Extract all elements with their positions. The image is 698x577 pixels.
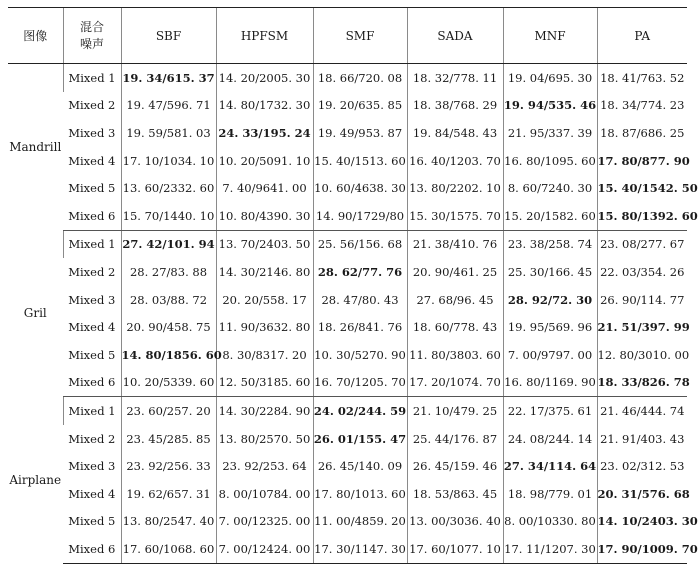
- psnr-mse-cell: 18. 32/778. 11: [407, 64, 503, 92]
- psnr-mse-cell: 17. 80/1013. 60: [313, 480, 407, 508]
- psnr-mse-cell: 8. 60/7240. 30: [503, 174, 597, 202]
- psnr-mse-cell: 23. 92/253. 64: [216, 452, 313, 480]
- psnr-mse-cell: 28. 62/77. 76: [313, 258, 407, 286]
- header-row: [8, 8, 687, 64]
- psnr-mse-cell: 7. 00/9797. 00: [503, 341, 597, 369]
- noise-level-cell: Mixed 6: [63, 369, 121, 397]
- psnr-mse-cell: 25. 30/166. 45: [503, 258, 597, 286]
- table-row: [8, 174, 687, 202]
- table-row: [8, 147, 687, 175]
- psnr-mse-cell: 14. 80/1732. 30: [216, 92, 313, 120]
- psnr-mse-cell: 21. 91/403. 43: [597, 425, 687, 453]
- psnr-mse-cell: 19. 84/548. 43: [407, 119, 503, 147]
- psnr-mse-cell: 18. 60/778. 43: [407, 313, 503, 341]
- psnr-mse-cell: 10. 20/5091. 10: [216, 147, 313, 175]
- psnr-mse-cell: 23. 92/256. 33: [121, 452, 216, 480]
- psnr-mse-cell: 17. 20/1074. 70: [407, 369, 503, 397]
- psnr-mse-cell: 19. 49/953. 87: [313, 119, 407, 147]
- noise-level-cell: Mixed 2: [68, 98, 116, 113]
- table-row: [8, 119, 687, 147]
- psnr-mse-cell: 19. 62/657. 31: [121, 480, 216, 508]
- psnr-mse-cell: 8. 00/10784. 00: [216, 480, 313, 508]
- psnr-mse-cell: 14. 30/2284. 90: [216, 397, 313, 425]
- psnr-mse-cell: 17. 10/1034. 10: [121, 147, 216, 175]
- psnr-mse-cell: 18. 53/863. 45: [407, 480, 503, 508]
- noise-level-cell: Mixed 4: [68, 320, 116, 335]
- psnr-mse-cell: 24. 02/244. 59: [313, 397, 407, 425]
- noise-level-cell: Mixed 2: [68, 264, 116, 279]
- noise-level-cell: Mixed 4: [68, 486, 116, 501]
- psnr-mse-cell: 10. 30/5270. 90: [313, 341, 407, 369]
- psnr-mse-cell: 11. 90/3632. 80: [216, 313, 313, 341]
- psnr-mse-cell: 15. 40/1513. 60: [313, 147, 407, 175]
- psnr-mse-cell: 13. 60/2332. 60: [121, 174, 216, 202]
- psnr-mse-cell: 26. 90/114. 77: [597, 286, 687, 314]
- psnr-mse-cell: 17. 11/1207. 30: [503, 535, 597, 563]
- noise-level-cell: Mixed 2: [68, 431, 116, 446]
- noise-level-cell: Mixed 1: [63, 230, 121, 258]
- psnr-mse-cell: 22. 03/354. 26: [597, 258, 687, 286]
- psnr-mse-cell: 14. 10/2403. 30: [597, 508, 687, 536]
- psnr-mse-cell: 27. 68/96. 45: [407, 286, 503, 314]
- psnr-mse-cell: 20. 90/461. 25: [407, 258, 503, 286]
- table-row: [8, 341, 687, 369]
- table-row: [8, 64, 687, 92]
- psnr-mse-cell: 14. 30/2146. 80: [216, 258, 313, 286]
- psnr-mse-cell: 17. 80/877. 90: [597, 147, 687, 175]
- noise-level-cell: Mixed 1: [63, 397, 121, 425]
- image-name-cell: Mandrill: [9, 140, 62, 155]
- noise-level-cell: Mixed 6: [63, 535, 121, 563]
- psnr-mse-cell: 16. 80/1169. 90: [503, 369, 597, 397]
- table-row: [8, 480, 687, 508]
- table-row: [8, 92, 687, 120]
- table-row: [8, 397, 687, 425]
- psnr-mse-cell: 15. 70/1440. 10: [121, 202, 216, 230]
- table-row: [8, 369, 687, 397]
- table-row: [8, 202, 687, 230]
- psnr-mse-cell: 20. 90/458. 75: [121, 313, 216, 341]
- psnr-mse-cell: 24. 33/195. 24: [216, 119, 313, 147]
- psnr-mse-cell: 27. 42/101. 94: [121, 230, 216, 258]
- psnr-mse-cell: 10. 60/4638. 30: [313, 174, 407, 202]
- psnr-mse-cell: 28. 92/72. 30: [503, 286, 597, 314]
- psnr-mse-cell: 11. 80/3803. 60: [407, 341, 503, 369]
- psnr-mse-cell: 8. 30/8317. 20: [216, 341, 313, 369]
- psnr-mse-cell: 17. 30/1147. 30: [313, 535, 407, 563]
- psnr-mse-cell: 13. 80/2547. 40: [121, 508, 216, 536]
- psnr-mse-cell: 14. 80/1856. 60: [121, 341, 216, 369]
- noise-level-cell: Mixed 5: [68, 181, 116, 196]
- image-name-cell: Airplane: [9, 472, 62, 487]
- psnr-mse-cell: 13. 80/2202. 10: [407, 174, 503, 202]
- psnr-mse-cell: 19. 95/569. 96: [503, 313, 597, 341]
- psnr-mse-cell: 16. 80/1095. 60: [503, 147, 597, 175]
- header-noise-line-2: 噪声: [79, 36, 104, 51]
- table-row: [8, 258, 687, 286]
- psnr-mse-cell: 21. 51/397. 99: [597, 313, 687, 341]
- psnr-mse-cell: 18. 38/768. 29: [407, 92, 503, 120]
- psnr-mse-cell: 21. 10/479. 25: [407, 397, 503, 425]
- psnr-mse-cell: 7. 00/12325. 00: [216, 508, 313, 536]
- psnr-mse-cell: 10. 20/5339. 60: [121, 369, 216, 397]
- psnr-mse-cell: 27. 34/114. 64: [503, 452, 597, 480]
- psnr-mse-cell: 15. 20/1582. 60: [503, 202, 597, 230]
- psnr-mse-cell: 17. 90/1009. 70: [597, 535, 687, 563]
- psnr-mse-cell: 19. 04/695. 30: [503, 64, 597, 92]
- noise-level-cell: Mixed 3: [68, 292, 116, 307]
- header-method-sada: SADA: [407, 8, 503, 64]
- psnr-mse-cell: 18. 87/686. 25: [597, 119, 687, 147]
- psnr-mse-cell: 16. 70/1205. 70: [313, 369, 407, 397]
- psnr-mse-cell: 26. 45/140. 09: [313, 452, 407, 480]
- psnr-mse-cell: 17. 60/1077. 10: [407, 535, 503, 563]
- psnr-mse-cell: 12. 80/3010. 00: [597, 341, 687, 369]
- header-noise: [63, 8, 121, 64]
- psnr-mse-cell: 28. 03/88. 72: [121, 286, 216, 314]
- table-row: [8, 535, 687, 563]
- psnr-mse-cell: 18. 33/826. 78: [597, 369, 687, 397]
- psnr-mse-cell: 14. 20/2005. 30: [216, 64, 313, 92]
- psnr-mse-cell: 18. 26/841. 76: [313, 313, 407, 341]
- psnr-mse-cell: 13. 80/2570. 50: [216, 425, 313, 453]
- psnr-mse-cell: 22. 17/375. 61: [503, 397, 597, 425]
- noise-level-cell: Mixed 5: [68, 514, 116, 529]
- psnr-mse-cell: 16. 40/1203. 70: [407, 147, 503, 175]
- psnr-mse-cell: 19. 34/615. 37: [121, 64, 216, 92]
- noise-level-cell: Mixed 3: [68, 459, 116, 474]
- header-method-pa: PA: [597, 8, 687, 64]
- psnr-mse-cell: 21. 95/337. 39: [503, 119, 597, 147]
- psnr-mse-cell: 12. 50/3185. 60: [216, 369, 313, 397]
- table-row: [8, 452, 687, 480]
- psnr-mse-cell: 25. 56/156. 68: [313, 230, 407, 258]
- psnr-mse-cell: 19. 94/535. 46: [503, 92, 597, 120]
- table-body: [8, 64, 698, 564]
- psnr-mse-cell: 15. 40/1542. 50: [597, 174, 687, 202]
- psnr-mse-cell: 23. 60/257. 20: [121, 397, 216, 425]
- psnr-mse-cell: 23. 02/312. 53: [597, 452, 687, 480]
- psnr-mse-cell: 26. 45/159. 46: [407, 452, 503, 480]
- noise-level-cell: Mixed 5: [68, 347, 116, 362]
- psnr-mse-cell: 20. 31/576. 68: [597, 480, 687, 508]
- psnr-mse-cell: 13. 70/2403. 50: [216, 230, 313, 258]
- psnr-mse-cell: 20. 20/558. 17: [216, 286, 313, 314]
- table-row: [8, 313, 687, 341]
- image-name-cell: Gril: [23, 306, 47, 321]
- psnr-mse-cell: 15. 30/1575. 70: [407, 202, 503, 230]
- psnr-mse-cell: 28. 47/80. 43: [313, 286, 407, 314]
- psnr-mse-cell: 21. 38/410. 76: [407, 230, 503, 258]
- results-table: [8, 7, 698, 564]
- header-noise-line-1: 混合: [79, 19, 104, 34]
- psnr-mse-cell: 13. 00/3036. 40: [407, 508, 503, 536]
- psnr-mse-cell: 19. 47/596. 71: [121, 92, 216, 120]
- psnr-mse-cell: 7. 40/9641. 00: [216, 174, 313, 202]
- psnr-mse-cell: 19. 59/581. 03: [121, 119, 216, 147]
- psnr-mse-cell: 28. 27/83. 88: [121, 258, 216, 286]
- table-row: [8, 230, 687, 258]
- psnr-mse-cell: 24. 08/244. 14: [503, 425, 597, 453]
- psnr-mse-cell: 26. 01/155. 47: [313, 425, 407, 453]
- header-method-mnf: MNF: [503, 8, 597, 64]
- psnr-mse-cell: 23. 08/277. 67: [597, 230, 687, 258]
- psnr-mse-cell: 18. 41/763. 52: [597, 64, 687, 92]
- table-row: [8, 508, 687, 536]
- psnr-mse-cell: 10. 80/4390. 30: [216, 202, 313, 230]
- psnr-mse-cell: 14. 90/1729/80: [313, 202, 407, 230]
- noise-level-cell: Mixed 1: [63, 64, 121, 92]
- noise-level-cell: Mixed 4: [68, 153, 116, 168]
- noise-level-cell: Mixed 3: [68, 125, 116, 140]
- psnr-mse-cell: 18. 66/720. 08: [313, 64, 407, 92]
- header-method-smf: SMF: [313, 8, 407, 64]
- table-row: [8, 286, 687, 314]
- table-header: [8, 8, 687, 64]
- header-method-hpfsm: HPFSM: [216, 8, 313, 64]
- psnr-mse-cell: 23. 45/285. 85: [121, 425, 216, 453]
- noise-level-cell: Mixed 6: [63, 202, 121, 230]
- psnr-mse-cell: 19. 20/635. 85: [313, 92, 407, 120]
- psnr-mse-cell: 17. 60/1068. 60: [121, 535, 216, 563]
- psnr-mse-cell: 23. 38/258. 74: [503, 230, 597, 258]
- psnr-mse-cell: 18. 34/774. 23: [597, 92, 687, 120]
- psnr-mse-cell: 25. 44/176. 87: [407, 425, 503, 453]
- header-image: 图像: [8, 8, 63, 64]
- header-method-sbf: SBF: [121, 8, 216, 64]
- table-row: [8, 425, 687, 453]
- psnr-mse-cell: 15. 80/1392. 60: [597, 202, 687, 230]
- psnr-mse-cell: 7. 00/12424. 00: [216, 535, 313, 563]
- psnr-mse-cell: 21. 46/444. 74: [597, 397, 687, 425]
- psnr-mse-cell: 18. 98/779. 01: [503, 480, 597, 508]
- psnr-mse-cell: 8. 00/10330. 80: [503, 508, 597, 536]
- psnr-mse-cell: 11. 00/4859. 20: [313, 508, 407, 536]
